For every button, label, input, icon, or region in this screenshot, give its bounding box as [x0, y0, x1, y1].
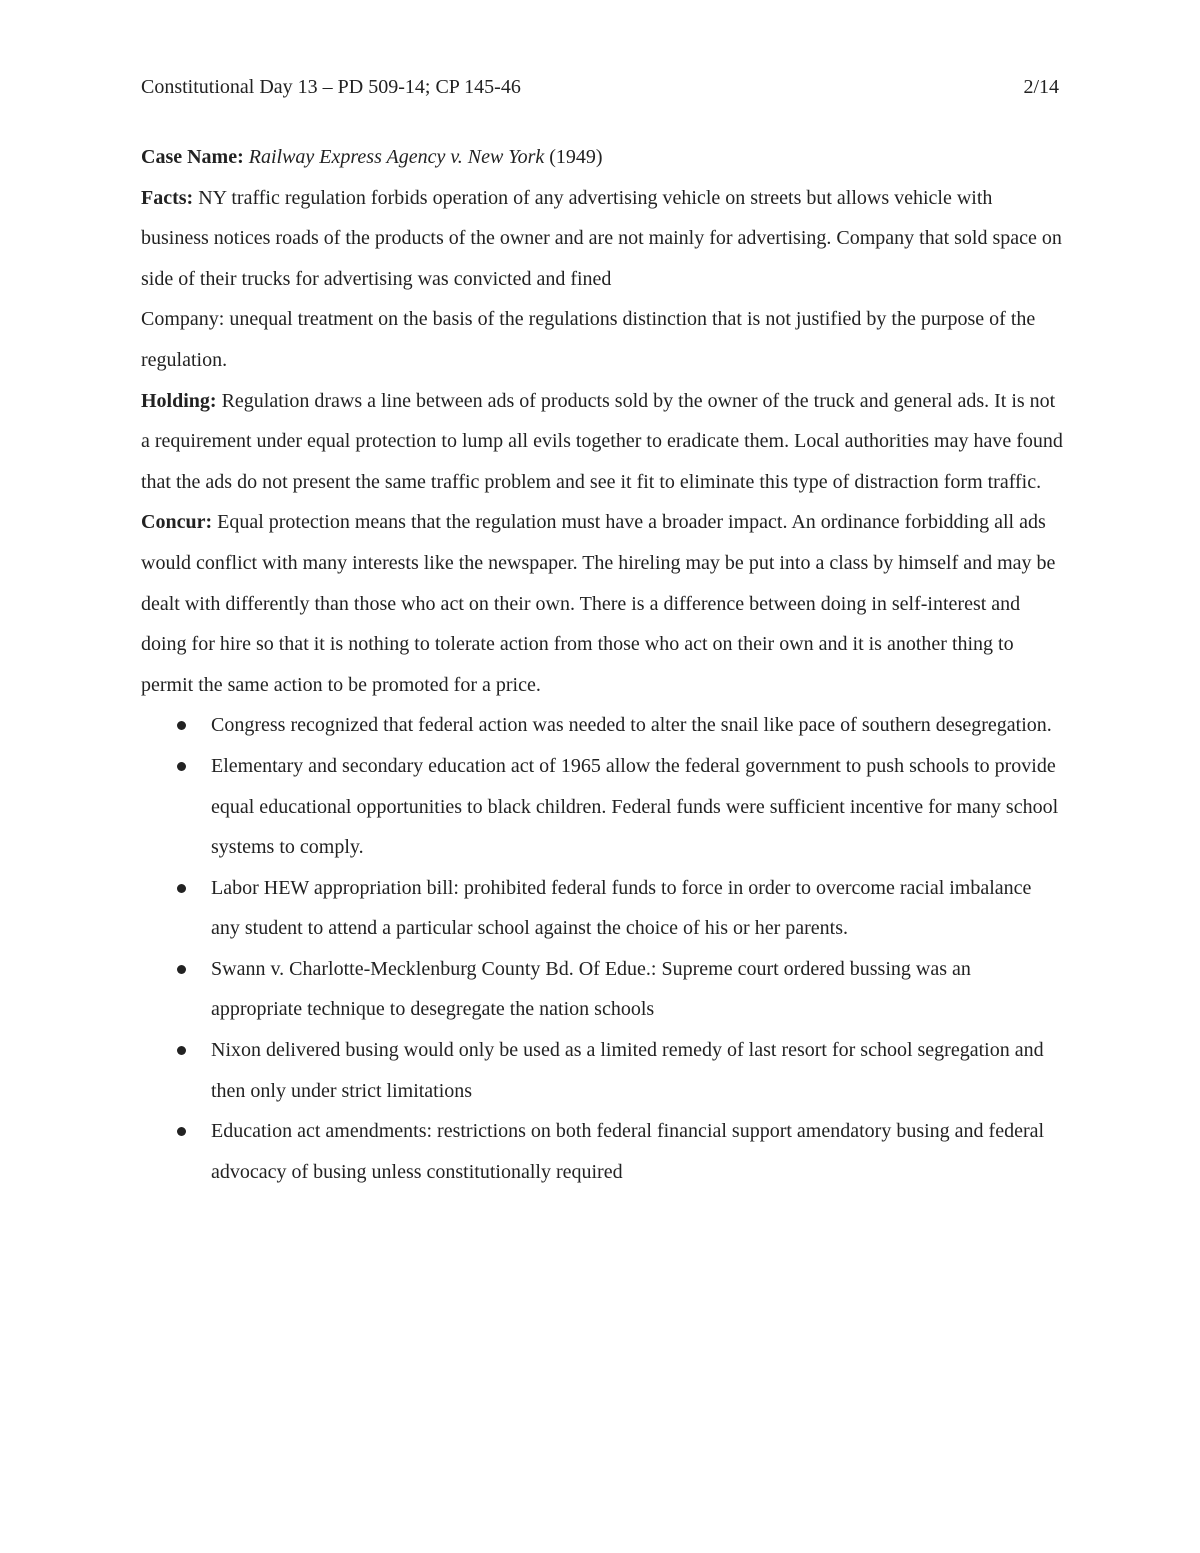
bullet-item	[141, 949, 1063, 1030]
bullet-item	[141, 1030, 1063, 1111]
company-paragraph: Company: unequal treatment on the basis of the regulations distinction that is not justified by the purpose of the regulation.	[141, 308, 1036, 371]
bullet-text: Swann v. Charlotte-Mecklenburg County Bd. Of Edue.: Supreme court ordered bussing was an appropriate technique to desegregate the nation schools	[211, 957, 971, 1021]
case-name-label: Case Name:	[141, 146, 244, 168]
bullet-item	[141, 705, 1063, 746]
bullet-item	[141, 868, 1063, 949]
facts-label: Facts:	[141, 186, 194, 209]
concur-label: Concur:	[141, 511, 213, 534]
facts-paragraph	[141, 178, 1063, 300]
case-year: (1949)	[544, 146, 603, 168]
bullet-list	[141, 705, 1063, 1192]
concur-paragraph	[141, 502, 1063, 705]
page-header	[141, 72, 1059, 102]
bullet-text: Labor HEW appropriation bill: prohibited federal funds to force in order to overcome racial imbalance any student to attend a particular school against the choice of his or her parents.	[211, 876, 1032, 940]
bullet-item	[141, 1111, 1063, 1192]
holding-label: Holding:	[141, 389, 217, 412]
header-title: Constitutional Day 13 – PD 509-14; CP 145-46	[141, 76, 521, 98]
bullet-dot-icon	[177, 721, 186, 730]
case-name-title: Railway Express Agency v. New York	[248, 146, 545, 168]
bullet-dot-icon	[177, 884, 186, 893]
bullet-dot-icon	[177, 1046, 186, 1055]
concur-text: Equal protection means that the regulation must have a broader impact. An ordinance forbidding all ads would conflict with many interests like the newspaper. The hireling may be put into a class by himself and may be dealt with differently than those who act on their own. There is a difference between doing in self-interest and doing for hire so that it is nothing to tolerate action from those who act on their own and it is another thing to permit the same action to be promoted for a price.	[141, 511, 1056, 696]
holding-paragraph	[141, 381, 1063, 503]
bullet-dot-icon	[177, 762, 186, 771]
facts-text: NY traffic regulation forbids operation of any advertising vehicle on streets but allows vehicle with business notices roads of the products of the owner and are not mainly for advertising. Company that sold space on side of their trucks for advertising was convicted and fined	[141, 186, 1062, 290]
bullet-text: Education act amendments: restrictions on both federal financial support amendatory busing and federal advocacy of busing unless constitutionally required	[211, 1120, 1045, 1183]
bullet-dot-icon	[177, 1127, 186, 1136]
bullet-text: Congress recognized that federal action was needed to alter the snail like pace of southern desegregation.	[211, 714, 1052, 737]
holding-text: Regulation draws a line between ads of products sold by the owner of the truck and general ads. It is not a requirement under equal protection to lump all evils together to eradicate them. Local authorities may have found that the ads do not present the same traffic problem and see it fit to eliminate this type of distraction form traffic.	[141, 389, 1063, 493]
page-number: 2/14	[1023, 76, 1059, 98]
bullet-text: Nixon delivered busing would only be used as a limited remedy of last resort for school segregation and then only under strict limitations	[211, 1039, 1044, 1102]
bullet-text: Elementary and secondary education act of 1965 allow the federal government to push schools to provide equal educational opportunities to black children. Federal funds were sufficient incentive for many school systems to comply.	[211, 754, 1059, 859]
case-name-line	[141, 137, 1063, 178]
bullet-dot-icon	[177, 965, 186, 974]
bullet-item	[141, 746, 1063, 868]
document-body	[141, 137, 1063, 1192]
